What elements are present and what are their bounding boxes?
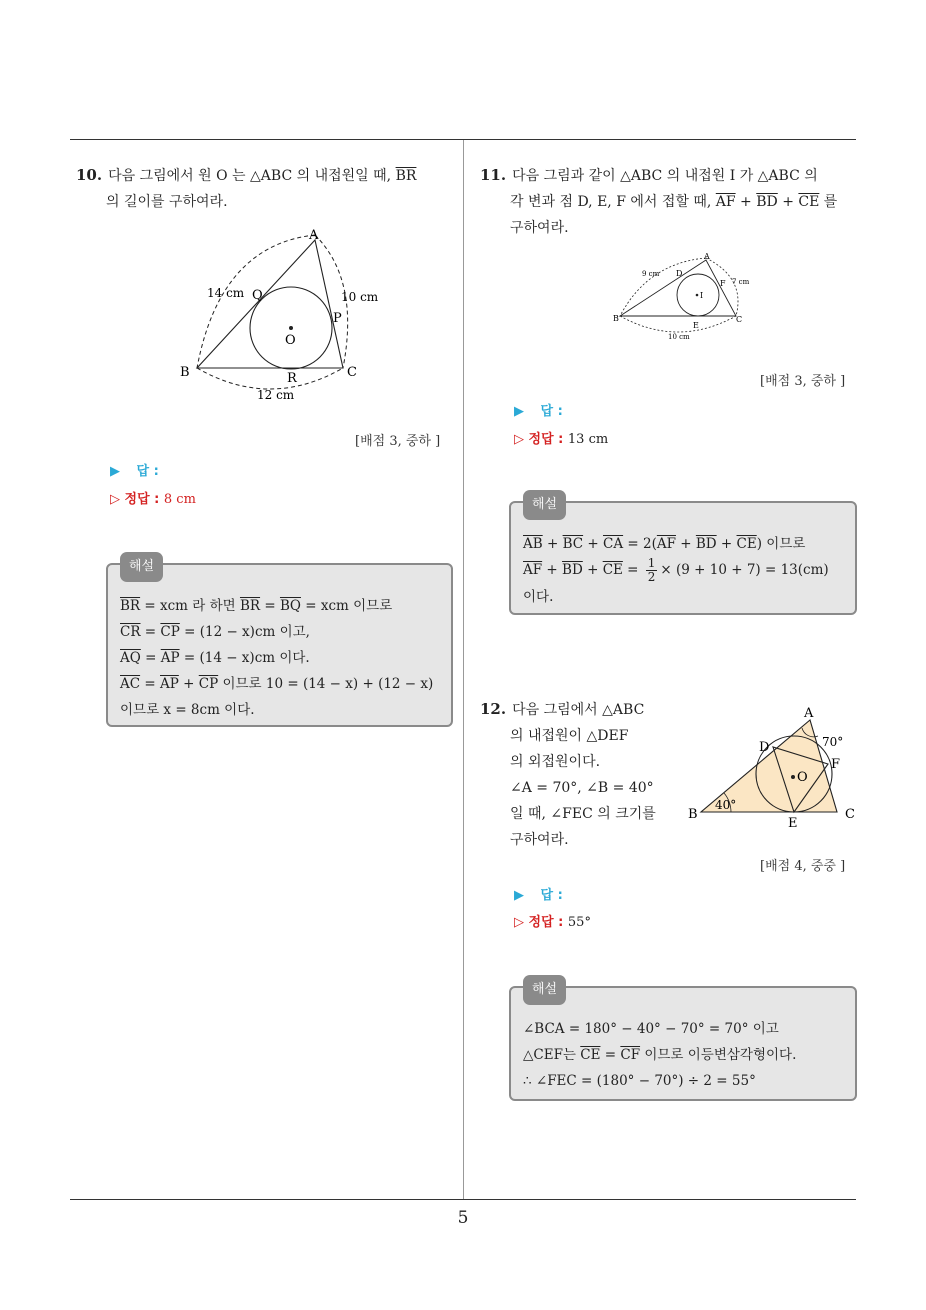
figure-11 — [608, 248, 758, 348]
label-r: R — [287, 371, 297, 386]
solution-line: 이므로 x = 8cm 이다. — [120, 702, 255, 718]
problem-10-line1: 다음 그림에서 원 O 는 △ABC 의 내접원일 때, — [108, 168, 392, 184]
footer-rule — [70, 1199, 856, 1200]
problem-number: 12. — [480, 700, 507, 718]
figure-10 — [175, 225, 385, 405]
answer-label: 답 : — [136, 464, 159, 479]
solution-line: ∠BCA = 180° − 40° − 70° = 70° 이고 — [523, 1021, 779, 1037]
svg-text:F: F — [720, 279, 726, 288]
solution-line: $\overline{AF} + \overline{BD} + \overline{CE}$ = $\frac{1}{2}$ × (9 + 10 + 7) = 13(cm) — [523, 556, 829, 584]
svg-text:40°: 40° — [715, 798, 737, 812]
solution-line: $\overline{AC} = \overline{AP} + \overline{CP}$ 이므로 10 = (14 − x) + (12 − x) — [120, 676, 434, 692]
solution-line: $\overline{AB} + \overline{BC} + \overline{CA} = 2(\overline{AF} + \overline{BD} + \overline{CE})$ 이므로 — [523, 536, 806, 552]
label-o: O — [285, 333, 296, 348]
svg-text:D: D — [676, 269, 683, 278]
problem-10-text — [76, 162, 456, 215]
label-12cm: 12 cm — [257, 388, 295, 402]
play-icon: ▶ — [514, 888, 524, 903]
answer-row-12: ▶ 답 : — [514, 888, 563, 903]
score-12: [배점 4, 중중 ] — [760, 859, 846, 874]
label-10cm: 10 cm — [341, 290, 379, 304]
solution-tag: 해설 — [120, 552, 163, 582]
score-10: [배점 3, 중하 ] — [355, 434, 441, 449]
svg-text:70°: 70° — [822, 735, 844, 749]
svg-text:A: A — [704, 252, 710, 261]
svg-text:10 cm: 10 cm — [668, 333, 690, 341]
svg-text:I: I — [700, 291, 704, 300]
column-divider — [463, 140, 464, 1200]
problem-number: 11. — [480, 166, 507, 184]
label-14cm: 14 cm — [207, 286, 245, 300]
problem-12-text: 12. 다음 그림에서 △ABC 의 내접원이 △DEF 의 외접원이다. ∠A = 70°, ∠B = 40° 일 때, ∠FEC 의 크기를 구하여라. — [480, 700, 656, 848]
svg-text:9 cm: 9 cm — [642, 270, 660, 278]
solution-line: 이다. — [523, 589, 554, 605]
solution-line: $\overline{CR} = \overline{CP} = (12 - x)cm$ 이고, — [120, 624, 310, 640]
svg-text:D: D — [759, 740, 770, 755]
label-q: Q — [252, 288, 263, 303]
label-b: B — [180, 365, 190, 380]
correct-row-10 — [110, 488, 196, 507]
solution-line: $\overline{AQ} = \overline{AP} = (14 - x)cm$ 이다. — [120, 650, 310, 666]
solution-box-12: 해설 ∠BCA = 180° − 40° − 70° = 70° 이고 △CEF는 $\overline{CE} = \overline{CF}$ 이므로 이등변삼각형이다. ∴ ∠FEC = (180° − 70°) ÷ 2 = 55° — [509, 986, 857, 1101]
figure-12 — [685, 700, 860, 830]
svg-text:C: C — [736, 315, 743, 324]
correct-value-12: 55° — [567, 915, 591, 930]
solution-line: △CEF는 $\overline{CE} = \overline{CF}$ 이므로 이등변삼각형이다. — [523, 1047, 797, 1063]
svg-text:O: O — [797, 770, 808, 785]
correct-row-11: ▷ 정답 : 13 cm — [514, 432, 609, 447]
label-a: A — [309, 228, 319, 243]
correct-value-10: 8 cm — [163, 492, 196, 507]
solution-box-10 — [106, 559, 453, 727]
answer-row-11: ▶ 답 : — [514, 404, 563, 419]
answer-row-10 — [110, 460, 159, 479]
label-p: P — [333, 311, 342, 326]
svg-text:F: F — [831, 757, 841, 772]
solution-line: ∴ ∠FEC = (180° − 70°) ÷ 2 = 55° — [523, 1073, 756, 1089]
svg-text:7 cm: 7 cm — [732, 278, 750, 286]
page-number: 5 — [457, 1208, 469, 1228]
svg-text:C: C — [845, 807, 855, 822]
svg-text:E: E — [693, 321, 699, 330]
solution-box-11: 해설 $\overline{AB} + \overline{BC} + \overline{CA} = 2(\overline{AF} + \overline{BD} + \overline{CE})$ 이므로 $\overline{AF} + \overline{BD} + \overline{CE}$ = $\frac{1}{2}$ × (9 + 10 + 7) = 13(cm) 이다. — [509, 501, 857, 615]
svg-text:B: B — [688, 807, 698, 822]
label-c: C — [347, 365, 357, 380]
triangle-outline-icon: ▷ — [110, 492, 120, 507]
svg-text:E: E — [788, 816, 798, 830]
correct-value-11: 13 cm — [567, 432, 609, 447]
triangle-outline-icon: ▷ — [514, 432, 524, 447]
play-icon: ▶ — [110, 464, 120, 479]
correct-label: 정답 : — [124, 492, 160, 507]
play-icon: ▶ — [514, 404, 524, 419]
svg-text:A: A — [804, 706, 814, 721]
solution-line: $\overline{BR}$ = xcm 라 하면 $\overline{BR} = \overline{BQ}$ = xcm 이므로 — [120, 598, 393, 614]
correct-row-12: ▷ 정답 : 55° — [514, 915, 591, 930]
problem-11-text: 11. 다음 그림과 같이 △ABC 의 내접원 I 가 △ABC 의 각 변과 점 D, E, F 에서 접할 때, $\overline{AF} + \overline{BD} + \overline{CE}$ 를 구하여라. — [480, 166, 838, 236]
problem-10-line2: 의 길이를 구하여라. — [106, 194, 228, 210]
problem-number: 10. — [76, 166, 103, 184]
segment-br: $\overline{BR}$ — [395, 168, 417, 184]
svg-text:B: B — [613, 314, 619, 323]
score-11: [배점 3, 중하 ] — [760, 374, 846, 389]
triangle-outline-icon: ▷ — [514, 915, 524, 930]
